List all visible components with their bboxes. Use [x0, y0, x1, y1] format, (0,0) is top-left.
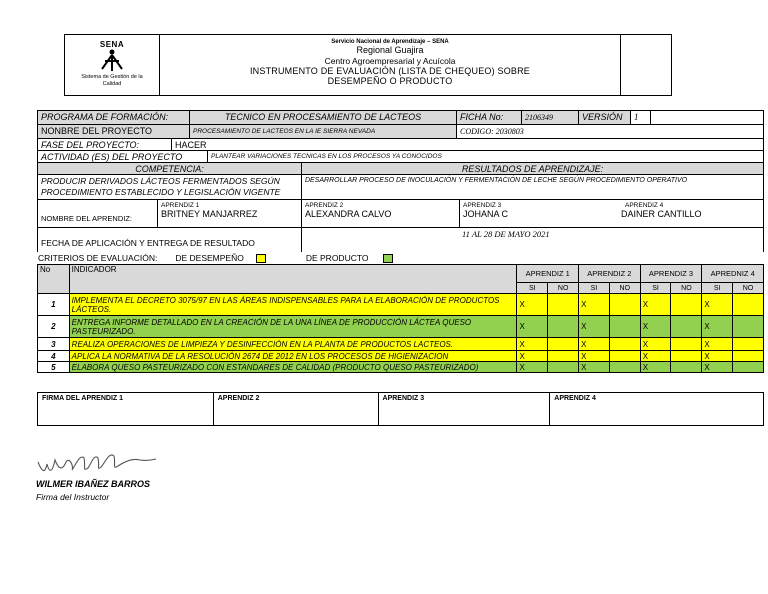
aprendiz-4-name: DAINER CANTILLO	[621, 209, 702, 219]
logo-block	[65, 35, 160, 95]
mark-no	[733, 294, 764, 316]
firma-aprendiz-1: FIRMA DEL APRENDIZ 1	[38, 393, 214, 426]
si-header: SI	[702, 283, 733, 294]
table-row	[38, 294, 764, 316]
aprendiz-3-cell	[463, 201, 621, 226]
mark-no	[548, 351, 579, 362]
header-line2: Regional Guajira	[356, 45, 424, 55]
mark-no	[609, 351, 640, 362]
aprendiz-3-header: APRENDIZ 3	[640, 265, 702, 283]
mark-si: X	[702, 294, 733, 316]
version-blank	[651, 111, 763, 124]
document-header	[64, 34, 672, 96]
header-line1: Servicio Nacional de Aprendizaje – SENA	[331, 39, 449, 45]
mark-si: X	[640, 351, 671, 362]
header-titles	[160, 35, 621, 95]
version-label: VERSIÓN	[579, 111, 631, 124]
codigo-label: CODIGO: 2030803	[460, 127, 524, 136]
mark-si: X	[702, 316, 733, 338]
aprendiz-3-label: APRENDIZ 3	[463, 202, 502, 209]
aprendiz-2-label: APRENDIZ 2	[305, 202, 344, 209]
mark-no	[609, 294, 640, 316]
table-row	[38, 351, 764, 362]
mark-si: X	[640, 362, 671, 373]
header-line3: Centro Agroempresarial y Acuícola	[324, 56, 456, 66]
aprendiz-1-name: BRITNEY MANJARREZ	[161, 209, 258, 219]
producto-swatch	[383, 254, 393, 263]
mark-si: X	[579, 338, 610, 351]
indicator-text: ENTREGA INFORME DETALLADO EN LA CREACIÓN DE LA UNA LÍNEA DE PRODUCCIÓN LÁCTEA QUESO PASTEURIZADO.	[69, 316, 517, 338]
competencia-label: COMPETENCIA:	[38, 163, 302, 174]
mark-si: X	[640, 294, 671, 316]
resultado-value: DESARROLLAR PROCESO DE INOCULACIÓN Y FERMENTACIÓN DE LECHE SEGÚN PROCEDIMIENTO OPERATIVO	[305, 177, 688, 184]
no-header: NO	[548, 283, 579, 294]
mark-no	[548, 294, 579, 316]
no-header: NO	[671, 283, 702, 294]
mark-no	[671, 338, 702, 351]
instructor-name: WILMER IBAÑEZ BARROS	[36, 479, 150, 489]
proyecto-label: NONBRE DEL PROYECTO	[38, 125, 190, 138]
mark-si: X	[517, 351, 548, 362]
si-header: SI	[517, 283, 548, 294]
aprendiz-2-name: ALEXANDRA CALVO	[305, 209, 392, 219]
form-block	[37, 110, 764, 252]
row-programa	[37, 110, 764, 125]
programa-value: TECNICO EN PROCESAMIENTO DE LACTEOS	[190, 111, 457, 124]
mark-no	[609, 362, 640, 373]
firma-aprendiz-4: APRENDIZ 4	[550, 393, 764, 426]
signature-table	[37, 392, 764, 426]
aprendiz-34-cell	[460, 200, 763, 227]
ficha-label: FICHA No:	[457, 111, 522, 124]
mark-si: X	[517, 316, 548, 338]
table-row	[38, 316, 764, 338]
header-right-blank	[621, 35, 671, 95]
si-header: SI	[640, 283, 671, 294]
indicator-text: IMPLEMENTA EL DECRETO 3075/97 EN LAS ÁREAS INDISPENSABLES PARA LA ELABORACIÓN DE PRODUCTOS LÁCTEOS.	[69, 294, 517, 316]
competencia-value: PRODUCIR DERIVADOS LÁCTEOS FERMENTADOS SEGÚN PROCEDIMIENTO ESTABLECIDO Y LEGISLACIÓN VIGENTE	[38, 175, 302, 199]
fase-value: HACER	[175, 140, 207, 150]
indicator-text: ELABORA QUESO PASTEURIZADO CON ESTANDARES DE CALIDAD (PRODUCTO QUESO PASTEURIZADO)	[69, 362, 517, 373]
actividad-label: ACTIVIDAD (ES) DEL PROYECTO	[38, 151, 208, 162]
firma-aprendiz-3: APRENDIZ 3	[378, 393, 550, 426]
mark-si: X	[579, 351, 610, 362]
indicator-number: 3	[38, 338, 70, 351]
table-row	[38, 362, 764, 373]
indicators-table	[37, 264, 764, 373]
indicator-text: APLICA LA NORMATIVA DE LA RESOLUCIÓN 2674 DE 2012 EN LOS PROCESOS DE HIGIENIZACION	[69, 351, 517, 362]
aprendiz-4-label: APRENDIZ 4	[625, 202, 664, 209]
mark-no	[733, 316, 764, 338]
col-indicador-header: INDICADOR	[69, 265, 517, 294]
mark-si: X	[702, 351, 733, 362]
mark-no	[548, 362, 579, 373]
mark-si: X	[517, 338, 548, 351]
mark-si: X	[579, 362, 610, 373]
indicator-number: 2	[38, 316, 70, 338]
aprendiz-4-header: APREDNIZ 4	[702, 265, 764, 283]
header-line5: DESEMPEÑO O PRODUCTO	[327, 76, 453, 86]
ind-header-row	[38, 265, 764, 283]
mark-no	[671, 294, 702, 316]
mark-si: X	[579, 294, 610, 316]
programa-label: PROGRAMA DE FORMACIÓN:	[38, 111, 190, 124]
indicator-number: 1	[38, 294, 70, 316]
row-actividad	[37, 151, 764, 163]
criterios-label: CRITERIOS DE EVALUACIÓN:	[38, 253, 158, 263]
mark-si: X	[517, 294, 548, 316]
indicator-number: 5	[38, 362, 70, 373]
aprendiz-3-name: JOHANA C	[463, 209, 509, 219]
resultados-label: RESULTADOS DE APRENDIZAJE:	[461, 164, 604, 174]
fecha-value: 11 AL 28 DE MAYO 2021	[462, 229, 550, 239]
instructor-role: Firma del Instructor	[36, 492, 110, 502]
aprendiz-4-cell	[621, 201, 702, 226]
mark-no	[733, 351, 764, 362]
proyecto-value: PROCESAMIENTO DE LACTEOS EN LA IE SIERRA NEVADA	[190, 125, 457, 138]
indicator-number: 4	[38, 351, 70, 362]
mark-no	[609, 338, 640, 351]
mark-no	[671, 316, 702, 338]
instructor-signature-icon	[36, 448, 158, 478]
row-fase	[37, 139, 764, 151]
logo-subtitle: Sistema de Gestión de la Calidad	[81, 74, 143, 87]
mark-si: X	[640, 316, 671, 338]
criterios-row	[37, 253, 764, 264]
aprendiz-2-cell	[302, 200, 460, 227]
fase-label: FASE DEL PROYECTO:	[38, 139, 172, 150]
logo-text: SENA	[99, 40, 125, 49]
desempeno-label: DE DESEMPEÑO	[175, 253, 244, 263]
actividad-value: PLANTEAR VARIACIONES TECNICAS EN LOS PROCESOS YA CONOCIDOS	[211, 153, 442, 160]
mark-no	[548, 316, 579, 338]
mark-no	[671, 362, 702, 373]
nombre-label: NOMBRE DEL APRENDIZ:	[38, 200, 158, 227]
mark-si: X	[702, 362, 733, 373]
aprendiz-2-header: APRENDIZ 2	[579, 265, 641, 283]
aprendiz-1-header: APRENDIZ 1	[517, 265, 579, 283]
aprendiz-1-cell	[158, 200, 302, 227]
version-value: 1	[631, 111, 651, 124]
sena-logo-icon	[97, 49, 127, 73]
mark-si: X	[579, 316, 610, 338]
producto-label: DE PRODUCTO	[305, 253, 369, 263]
table-row	[38, 338, 764, 351]
row-competencia-header	[37, 163, 764, 175]
header-line4: INSTRUMENTO DE EVALUACIÓN (LISTA DE CHEQUEO) SOBRE	[249, 66, 531, 76]
mark-no	[548, 338, 579, 351]
mark-si: X	[517, 362, 548, 373]
mark-no	[733, 362, 764, 373]
no-header: NO	[733, 283, 764, 294]
mark-no	[671, 351, 702, 362]
firma-aprendiz-2: APRENDIZ 2	[213, 393, 378, 426]
mark-si: X	[702, 338, 733, 351]
row-competencia-values	[37, 175, 764, 200]
aprendiz-1-label: APRENDIZ 1	[161, 202, 200, 209]
mark-no	[609, 316, 640, 338]
ficha-value: 2106349	[522, 111, 579, 124]
indicator-text: REALIZA OPERACIONES DE LIMPIEZA Y DESINFECCIÓN EN LA PLANTA DE PRODUCTOS LACTEOS.	[69, 338, 517, 351]
col-no-header: No	[38, 265, 70, 294]
row-proyecto	[37, 125, 764, 139]
si-header: SI	[579, 283, 610, 294]
desempeno-swatch	[256, 254, 266, 263]
row-fecha	[37, 228, 764, 252]
fecha-label: FECHA DE APLICACIÓN Y ENTREGA DE RESULTADO	[38, 228, 302, 252]
row-aprendices	[37, 200, 764, 228]
mark-si: X	[640, 338, 671, 351]
no-header: NO	[609, 283, 640, 294]
mark-no	[733, 338, 764, 351]
signature-row	[38, 393, 764, 426]
